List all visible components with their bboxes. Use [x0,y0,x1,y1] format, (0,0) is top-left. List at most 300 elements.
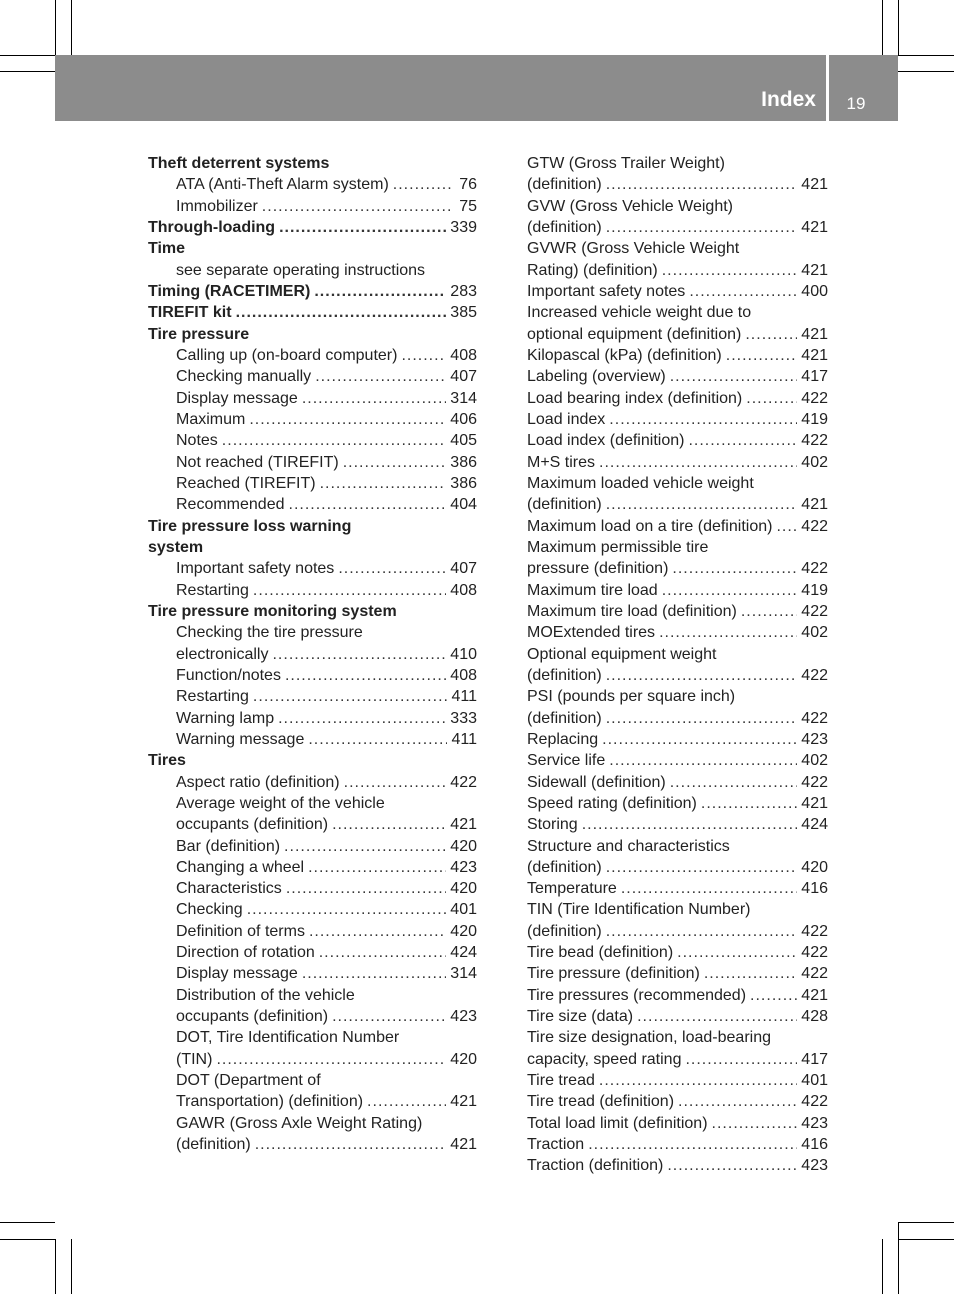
page-reference: 417 [801,1050,828,1068]
index-entry [148,281,477,302]
page-reference: 424 [801,816,828,834]
entry-label: (definition) [527,922,602,940]
index-subentry [148,1091,477,1112]
index-subentry [527,793,828,814]
entry-label: Traction (definition) [527,1157,664,1175]
dot-leader [285,665,446,686]
index-subentry [527,366,828,387]
page-reference: 421 [801,261,828,279]
index-subentry [527,580,828,601]
index-subentry [527,814,828,835]
dot-leader [302,388,446,409]
index-subentry [148,814,477,835]
dot-leader [255,1134,447,1155]
entry-label: (definition) [527,709,602,727]
index-entry [148,217,477,238]
index-subentry [148,665,477,686]
index-subentry [148,430,477,451]
dot-leader [609,409,797,430]
entry-label: M+S tires [527,453,596,471]
dot-leader [677,942,797,963]
dot-leader [662,580,798,601]
dot-leader [662,260,798,281]
index-column-right [527,153,828,1177]
entry-label: Transportation) (definition) [176,1093,364,1111]
dot-leader [606,665,798,686]
entry-label: Aspect ratio (definition) [176,773,340,791]
dot-leader [621,878,797,899]
page-reference: 339 [450,218,477,236]
entry-label: Rating) (definition) [527,261,658,279]
index-subentry [527,878,828,899]
page-reference: 423 [801,1114,828,1132]
crop-mark [898,1222,899,1294]
page-reference: 402 [801,624,828,642]
crop-mark [898,0,899,55]
entry-label: Load index [527,410,606,428]
index-subentry [148,963,477,984]
page-reference: 421 [801,986,828,1004]
dot-leader [284,836,446,857]
dot-leader [606,857,798,878]
page-reference: 408 [450,346,477,364]
dot-leader [672,558,797,579]
page-reference: 408 [450,666,477,684]
page-reference: 408 [450,581,477,599]
crop-mark [0,55,55,56]
dot-leader [637,1006,797,1027]
dot-leader [606,494,798,515]
entry-label: Tire pressure (definition) [527,965,700,983]
dot-leader [704,963,797,984]
index-heading: Tire pressure [148,325,250,343]
index-subentry-text: Tire size designation, load-bearing [527,1029,771,1047]
page-reference: 314 [450,389,477,407]
page-reference: 421 [801,218,828,236]
page-reference: 420 [801,858,828,876]
index-subentry [148,345,477,366]
page-reference: 416 [801,880,828,898]
entry-label: Load index (definition) [527,432,685,450]
entry-label: Checking manually [176,368,312,386]
entry-label: (definition) [527,858,602,876]
dot-leader [319,942,447,963]
dot-leader [689,281,797,302]
dot-leader [745,324,797,345]
dot-leader [582,814,798,835]
page-reference: 421 [801,176,828,194]
entry-label: Display message [176,965,298,983]
dot-leader [286,878,446,899]
header-divider [826,55,829,121]
page-reference: 428 [801,1008,828,1026]
page-reference: 333 [450,709,477,727]
entry-label: Restarting [176,688,249,706]
index-subentry [148,644,477,665]
index-subentry [527,1091,828,1112]
dot-leader [678,1091,797,1112]
page-reference: 419 [801,410,828,428]
entry-label: electronically [176,645,269,663]
page-reference: 422 [801,1093,828,1111]
page-reference: 405 [450,432,477,450]
index-column-left [148,153,477,1155]
dot-leader [588,1134,797,1155]
page-reference: 421 [450,816,477,834]
index-subentry-text: Structure and characteristics [527,837,730,855]
dot-leader [602,729,797,750]
page-reference: 407 [450,560,477,578]
dot-leader [741,601,797,622]
entry-label: Service life [527,752,606,770]
index-subentry [148,1134,477,1155]
index-subentry-text: GAWR (Gross Axle Weight Rating) [176,1114,423,1132]
entry-label: optional equipment (definition) [527,325,742,343]
index-subentry [148,686,477,707]
dot-leader [247,899,447,920]
dot-leader [393,174,451,195]
entry-label: (TIN) [176,1050,213,1068]
index-subentry [148,409,477,430]
index-subentry-text: Optional equipment weight [527,645,717,663]
page-reference: 422 [801,560,828,578]
dot-leader [236,302,447,323]
entry-label: Important safety notes [527,282,686,300]
index-subentry [148,857,477,878]
page-reference: 422 [801,944,828,962]
page-reference: 422 [801,432,828,450]
crop-mark [71,1239,72,1294]
index-subentry [148,174,477,195]
index-subentry [148,878,477,899]
index-subentry-text: TIN (Tire Identification Number) [527,901,751,919]
entry-label: Maximum tire load [527,581,658,599]
dot-leader [308,729,447,750]
index-subentry [527,388,828,409]
entry-label: Maximum load on a tire (definition) [527,517,773,535]
entry-label: Direction of rotation [176,944,315,962]
dot-leader [332,814,446,835]
index-subentry [148,708,477,729]
dot-leader [222,430,447,451]
entry-label: Timing (RACETIMER) [148,282,311,300]
index-heading: system [148,538,204,556]
entry-label: ATA (Anti-Theft Alarm system) [176,176,389,194]
page-reference: 386 [450,474,477,492]
page-reference: 400 [801,282,828,300]
page-reference: 421 [450,1136,477,1154]
page-reference: 420 [450,922,477,940]
index-subentry [148,580,477,601]
page-reference: 402 [801,453,828,471]
entry-label: Speed rating (definition) [527,794,697,812]
dot-leader [670,772,798,793]
index-subentry [527,324,828,345]
entry-label: Function/notes [176,666,281,684]
page-reference: 422 [801,922,828,940]
index-subentry [148,1049,477,1070]
page-reference: 385 [450,304,477,322]
dot-leader [289,494,447,515]
page-reference: 422 [801,517,828,535]
dot-leader [670,366,798,387]
page-reference: 411 [451,730,477,748]
dot-leader [343,452,447,473]
index-subentry-text: Checking the tire pressure [176,624,363,642]
entry-label: Tire size (data) [527,1008,634,1026]
page-reference: 406 [450,410,477,428]
dot-leader [712,1113,798,1134]
page-reference: 424 [450,944,477,962]
crop-mark [0,1222,55,1223]
page-reference: 422 [801,666,828,684]
dot-leader [216,1049,446,1070]
index-subentry [527,857,828,878]
index-subentry [527,494,828,515]
entry-label: Kilopascal (kPa) (definition) [527,346,722,364]
page-reference: 410 [450,645,477,663]
index-subentry [527,1134,828,1155]
dot-leader [606,921,798,942]
crop-mark [898,55,954,56]
entry-label: Calling up (on-board computer) [176,346,398,364]
entry-label: Total load limit (definition) [527,1114,708,1132]
dot-leader [249,409,446,430]
index-subentry [527,622,828,643]
entry-label: Changing a wheel [176,858,305,876]
entry-label: (definition) [527,176,602,194]
index-subentry [527,260,828,281]
page-reference: 423 [801,730,828,748]
index-subentry [148,729,477,750]
entry-label: (definition) [527,666,602,684]
entry-label: Display message [176,389,298,407]
page-reference: 421 [801,325,828,343]
entry-label: Traction [527,1136,585,1154]
page-reference: 411 [451,688,477,706]
page-reference: 314 [450,965,477,983]
dot-leader [606,708,798,729]
index-heading: Time [148,240,186,258]
index-subentry [527,772,828,793]
entry-label: Through-loading [148,218,276,236]
dot-leader [701,793,797,814]
index-subentry [148,366,477,387]
index-subentry [527,217,828,238]
entry-label: MOExtended tires [527,624,656,642]
entry-label: Sidewall (definition) [527,773,666,791]
dot-leader [309,921,446,942]
index-subentry-text: Maximum permissible tire [527,538,709,556]
index-subentry [527,601,828,622]
index-subentry-text: see separate operating instructions [176,261,426,279]
entry-label: Tire bead (definition) [527,944,674,962]
index-subentry-text: DOT, Tire Identification Number [176,1029,400,1047]
page-reference: 421 [801,496,828,514]
index-subentry [527,174,828,195]
entry-label: Not reached (TIREFIT) [176,453,339,471]
page-reference: 419 [801,581,828,599]
entry-label: occupants (definition) [176,816,329,834]
entry-label: Characteristics [176,880,282,898]
dot-leader [726,345,798,366]
dot-leader [344,772,447,793]
dot-leader [338,558,446,579]
index-subentry [527,985,828,1006]
index-subentry [527,942,828,963]
index-subentry [148,921,477,942]
dot-leader [314,281,446,302]
dot-leader [688,430,797,451]
index-subentry [148,899,477,920]
index-heading: Theft deterrent systems [148,155,330,172]
entry-label: Replacing [527,730,599,748]
index-subentry-text: Average weight of the vehicle [176,794,385,812]
index-subentry-text: Maximum loaded vehicle weight [527,474,754,492]
index-subentry [148,772,477,793]
index-subentry [527,1049,828,1070]
entry-label: Labeling (overview) [527,368,666,386]
index-subentry [527,963,828,984]
index-subentry [527,345,828,366]
dot-leader [609,750,797,771]
index-subentry [527,1070,828,1091]
entry-label: occupants (definition) [176,1008,329,1026]
dot-leader [367,1091,446,1112]
entry-label: Maximum [176,410,246,428]
crop-mark [898,71,954,72]
dot-leader [659,622,797,643]
dot-leader [262,196,451,217]
index-subentry [527,1113,828,1134]
entry-label: Important safety notes [176,560,335,578]
entry-label: pressure (definition) [527,560,669,578]
page-reference: 417 [801,368,828,386]
page-reference: 421 [801,346,828,364]
index-subentry [527,430,828,451]
dot-leader [302,963,446,984]
index-subentry [527,921,828,942]
index-subentry [527,1155,828,1176]
page-reference: 423 [450,1008,477,1026]
dot-leader [320,473,447,494]
page-reference: 416 [801,1136,828,1154]
page-reference: 401 [801,1072,828,1090]
index-subentry-text: PSI (pounds per square inch) [527,688,736,706]
page-reference: 76 [459,176,477,194]
dot-leader [308,857,446,878]
crop-mark [882,1239,883,1294]
entry-label: Checking [176,901,243,919]
crop-mark [0,1239,55,1240]
dot-leader [776,516,797,537]
dot-leader [253,686,448,707]
index-subentry [527,452,828,473]
page-reference: 421 [801,794,828,812]
page-reference: 422 [801,965,828,983]
index-subentry-text: GVW (Gross Vehicle Weight) [527,197,733,215]
index-subentry [148,1006,477,1027]
dot-leader [746,388,797,409]
index-subentry [148,836,477,857]
dot-leader [272,644,446,665]
index-heading: Tire pressure monitoring system [148,602,397,620]
page-reference: 402 [801,752,828,770]
entry-label: capacity, speed rating [527,1050,682,1068]
dot-leader [279,217,446,238]
entry-label: Warning lamp [176,709,275,727]
dot-leader [332,1006,446,1027]
crop-mark [71,0,72,55]
page-reference: 386 [450,453,477,471]
entry-label: Reached (TIREFIT) [176,474,316,492]
index-subentry-text: DOT (Department of [176,1072,321,1090]
entry-label: (definition) [527,218,602,236]
page-reference: 401 [450,901,477,919]
page-reference: 421 [450,1093,477,1111]
page-number: 19 [846,94,866,113]
entry-label: Immobilizer [176,197,258,215]
page-reference: 420 [450,1050,477,1068]
crop-mark [0,71,55,72]
page-reference: 420 [450,880,477,898]
page-reference: 423 [801,1157,828,1175]
index-entry [148,302,477,323]
entry-label: Restarting [176,581,249,599]
page-reference: 407 [450,368,477,386]
dot-leader [606,217,798,238]
entry-label: Tire tread [527,1072,595,1090]
entry-label: TIREFIT kit [148,304,232,322]
dot-leader [667,1155,797,1176]
entry-label: Recommended [176,496,285,514]
dot-leader [401,345,446,366]
page-reference: 422 [801,602,828,620]
page-reference: 422 [801,709,828,727]
page-reference: 422 [801,389,828,407]
crop-mark [882,0,883,55]
index-subentry [148,494,477,515]
page-reference: 283 [450,282,477,300]
index-subentry-text: Distribution of the vehicle [176,986,355,1004]
dot-leader [750,985,797,1006]
entry-label: Definition of terms [176,922,305,940]
index-subentry [148,558,477,579]
entry-label: Maximum tire load (definition) [527,602,737,620]
page-title: Index [761,88,816,111]
entry-label: Notes [176,432,218,450]
index-subentry [148,388,477,409]
crop-mark [898,1222,954,1223]
index-subentry [527,750,828,771]
page-reference: 423 [450,858,477,876]
index-subentry [148,196,477,217]
entry-label: Bar (definition) [176,837,281,855]
entry-label: Warning message [176,730,305,748]
page-reference: 75 [459,197,477,215]
crop-mark [55,1239,56,1294]
index-heading: Tires [148,752,186,770]
dot-leader [253,580,446,601]
entry-label: Load bearing index (definition) [527,389,743,407]
dot-leader [606,174,798,195]
dot-leader [599,452,797,473]
crop-mark [55,0,56,55]
index-subentry [148,942,477,963]
entry-label: (definition) [176,1136,251,1154]
index-subentry [527,409,828,430]
entry-label: Storing [527,816,578,834]
